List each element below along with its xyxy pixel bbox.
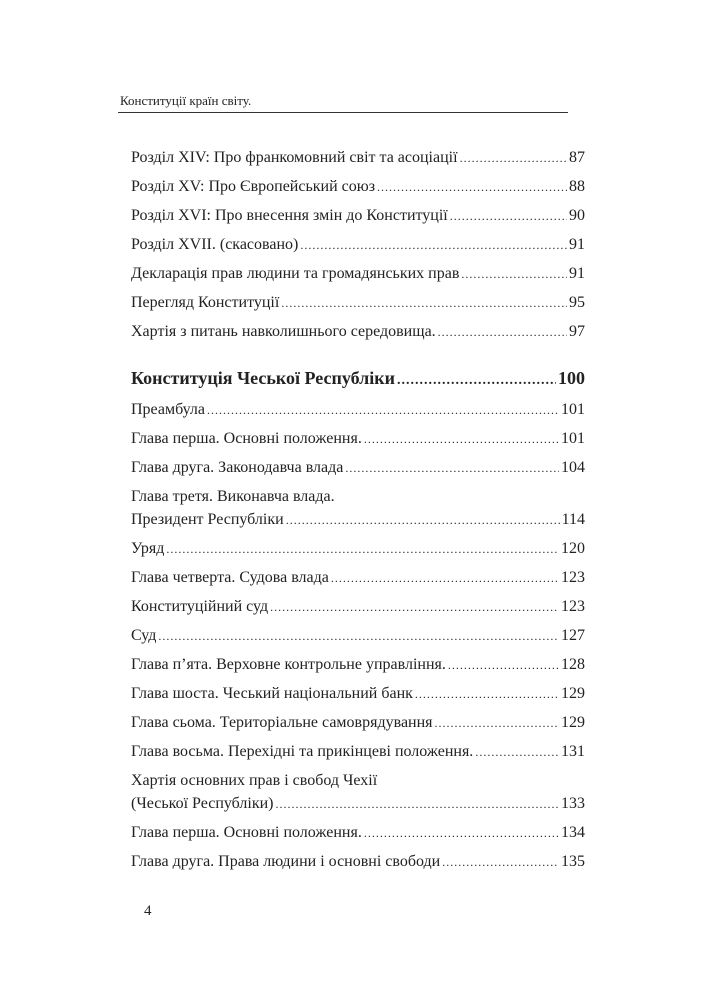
toc-entry-label: Уряд [131, 540, 165, 557]
toc-entry-label: Преамбула [131, 401, 205, 418]
toc-entry [131, 427, 585, 451]
toc-entry-page: 129 [561, 685, 585, 702]
toc-entry-page: 114 [561, 511, 585, 528]
toc-entry-label: Конституційний суд [131, 598, 269, 615]
toc-entry-page: 87 [569, 149, 585, 166]
toc-entry [131, 204, 585, 228]
toc-entry [131, 456, 585, 480]
toc-entry-label: Розділ XV: Про Європейський союз [131, 178, 376, 195]
dot-leader [276, 793, 559, 816]
toc-heading [131, 366, 585, 393]
dot-leader [377, 176, 567, 199]
toc-entry [131, 398, 585, 422]
dot-leader [158, 625, 559, 648]
toc-entry-page: 134 [561, 824, 585, 841]
toc-entry-label: Глава перша. Основні положення. [131, 824, 362, 841]
toc-entry-page: 90 [569, 207, 585, 224]
toc-entry-label: Глава четверта. Судова влада [131, 569, 329, 586]
toc-entry-label: Декларація прав людини та громадянських прав [131, 265, 460, 282]
table-of-contents [131, 146, 585, 879]
toc-entry-label-line2: (Чеської Республіки) [131, 795, 274, 812]
toc-entry-page: 123 [561, 598, 585, 615]
running-head-text: Конституції країн світу. [120, 93, 252, 108]
toc-entry [131, 682, 585, 706]
toc-entry-label: Глава шоста. Чеський національний банк [131, 685, 413, 702]
toc-entry-label: Хартія з питань навколишнього середовища. [131, 323, 436, 340]
dot-leader [415, 683, 559, 706]
toc-entry [131, 740, 585, 764]
toc-entry [131, 233, 585, 257]
toc-entry-page: 133 [561, 795, 585, 812]
toc-entry-second-line [131, 792, 585, 816]
toc-entry [131, 320, 585, 344]
toc-entry-page: 128 [561, 656, 585, 673]
toc-entry-page: 101 [561, 401, 585, 418]
dot-leader [364, 822, 559, 845]
dot-leader [442, 851, 559, 874]
toc-entry-label: Розділ XVI: Про внесення змін до Конституції [131, 207, 448, 224]
toc-entry-two-line [131, 485, 585, 532]
dot-leader [364, 428, 559, 451]
dot-leader [461, 263, 567, 286]
toc-entry-page: 91 [569, 236, 585, 253]
toc-heading-label: Конституція Чеської Республіки [131, 368, 395, 388]
toc-entry [131, 711, 585, 735]
dot-leader [448, 654, 559, 677]
dot-leader [435, 712, 559, 735]
toc-entry [131, 262, 585, 286]
toc-entry-page: 127 [561, 627, 585, 644]
page-number: 4 [144, 903, 152, 919]
toc-entry-label-line1: Глава третя. Виконавча влада. [131, 488, 335, 505]
toc-entry [131, 566, 585, 590]
toc-entry-page: 88 [569, 178, 585, 195]
dot-leader [450, 205, 567, 228]
toc-entry-label: Перегляд Конституції [131, 294, 280, 311]
dot-leader [286, 509, 560, 532]
dot-leader [438, 321, 567, 344]
toc-entry [131, 821, 585, 845]
toc-heading-page: 100 [558, 368, 585, 388]
toc-entry-page: 123 [561, 569, 585, 586]
dot-leader [475, 741, 559, 764]
dot-leader [345, 457, 559, 480]
toc-entry-second-line [131, 508, 585, 532]
toc-entry-label: Розділ XIV: Про франкомовний світ та асоціації [131, 149, 458, 166]
toc-entry-page: 101 [561, 430, 585, 447]
toc-entry-label: Розділ XVII. (скасовано) [131, 236, 299, 253]
dot-leader [331, 567, 559, 590]
toc-entry [131, 653, 585, 677]
toc-entry-page: 97 [569, 323, 585, 340]
toc-entry-two-line [131, 769, 585, 816]
running-head [118, 92, 568, 113]
toc-entry-label: Глава сьома. Територіальне самоврядування [131, 714, 433, 731]
toc-entry-label-line2: Президент Республіки [131, 511, 284, 528]
toc-entry-page: 120 [561, 540, 585, 557]
dot-leader [460, 147, 567, 170]
toc-entry-page: 135 [561, 853, 585, 870]
toc-entry [131, 850, 585, 874]
toc-entry-label: Суд [131, 627, 157, 644]
toc-entry [131, 291, 585, 315]
dot-leader [270, 596, 559, 619]
dot-leader [300, 234, 567, 257]
toc-entry [131, 537, 585, 561]
toc-entry-label: Глава восьма. Перехідні та прикінцеві положення. [131, 743, 474, 760]
toc-entry-label-line1: Хартія основних прав і свобод Чехії [131, 772, 378, 789]
dot-leader [166, 538, 559, 561]
toc-entry-page: 104 [561, 459, 585, 476]
toc-entry-label: Глава перша. Основні положення. [131, 430, 362, 447]
toc-entry-page: 131 [561, 743, 585, 760]
toc-entry [131, 595, 585, 619]
toc-entry-label: Глава друга. Права людини і основні свободи [131, 853, 441, 870]
toc-entry [131, 175, 585, 199]
toc-entry [131, 146, 585, 170]
toc-entry-page: 129 [561, 714, 585, 731]
toc-entry [131, 624, 585, 648]
toc-entry-page: 95 [569, 294, 585, 311]
toc-entry-label: Глава друга. Законодавча влада [131, 459, 344, 476]
dot-leader [281, 292, 567, 315]
dot-leader [397, 368, 556, 393]
toc-entry-page: 91 [569, 265, 585, 282]
toc-entry-label: Глава п’ята. Верховне контрольне управління. [131, 656, 446, 673]
dot-leader [207, 399, 559, 422]
